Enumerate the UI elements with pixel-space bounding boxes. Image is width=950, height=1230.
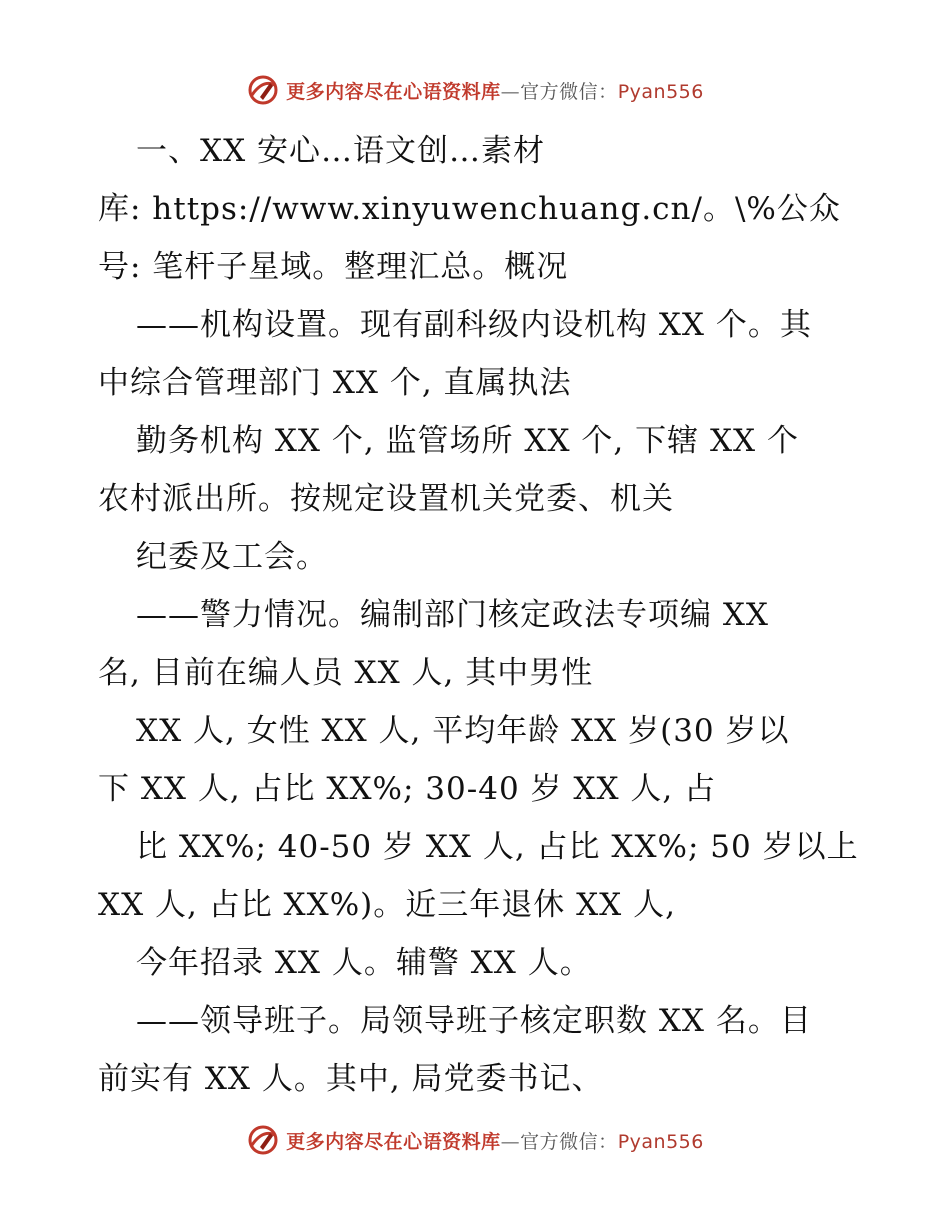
text-line: 勤务机构 XX 个, 监管场所 XX 个, 下辖 XX 个: [136, 423, 799, 459]
banner-handle: Pyan556: [617, 1130, 704, 1153]
banner-official: 官方微信：: [520, 1130, 618, 1153]
text-line: ——领导班子。局领导班子核定职数 XX 名。目: [136, 1003, 812, 1039]
text-line: 比 XX%; 40-50 岁 XX 人, 占比 XX%; 50 岁以上: [136, 829, 859, 865]
text-line: XX 人, 占比 XX%)。近三年退休 XX 人,: [98, 887, 676, 923]
text-line: 今年招录 XX 人。辅警 XX 人。: [136, 945, 592, 981]
banner-dash: —: [500, 80, 521, 103]
text-line: 农村派出所。按规定设置机关党委、机关: [98, 481, 674, 517]
text-line: 一、XX 安心…语文创…素材: [136, 133, 545, 169]
text-line: 前实有 XX 人。其中, 局党委书记、: [98, 1061, 604, 1097]
text-line: 中综合管理部门 XX 个, 直属执法: [98, 365, 572, 401]
banner-primary: 更多内容尽在心语资料库: [286, 1130, 501, 1153]
banner-text: [286, 77, 704, 104]
red-pen-swirl-logo-icon: [246, 73, 280, 107]
banner-dash: —: [500, 1130, 521, 1153]
banner-official: 官方微信：: [520, 80, 618, 103]
text-line: 库: https://www.xinyuwenchuang.cn/。\%公众: [98, 191, 841, 227]
text-line: ——警力情况。编制部门核定政法专项编 XX: [136, 597, 769, 633]
header-banner: [0, 70, 950, 110]
text-line: 纪委及工会。: [136, 539, 328, 575]
document-body: [98, 122, 858, 1108]
banner-primary: 更多内容尽在心语资料库: [286, 80, 501, 103]
text-line: 名, 目前在编人员 XX 人, 其中男性: [98, 655, 594, 691]
red-pen-swirl-logo-icon: [246, 1123, 280, 1157]
footer-banner: [0, 1120, 950, 1160]
text-line: XX 人, 女性 XX 人, 平均年龄 XX 岁(30 岁以: [136, 713, 790, 749]
banner-handle: Pyan556: [617, 80, 704, 103]
text-line: 下 XX 人, 占比 XX%; 30-40 岁 XX 人, 占: [98, 771, 717, 807]
text-line: ——机构设置。现有副科级内设机构 XX 个。其: [136, 307, 812, 343]
text-line: 号: 笔杆子星域。整理汇总。概况: [98, 249, 569, 285]
banner-text: [286, 1127, 704, 1154]
